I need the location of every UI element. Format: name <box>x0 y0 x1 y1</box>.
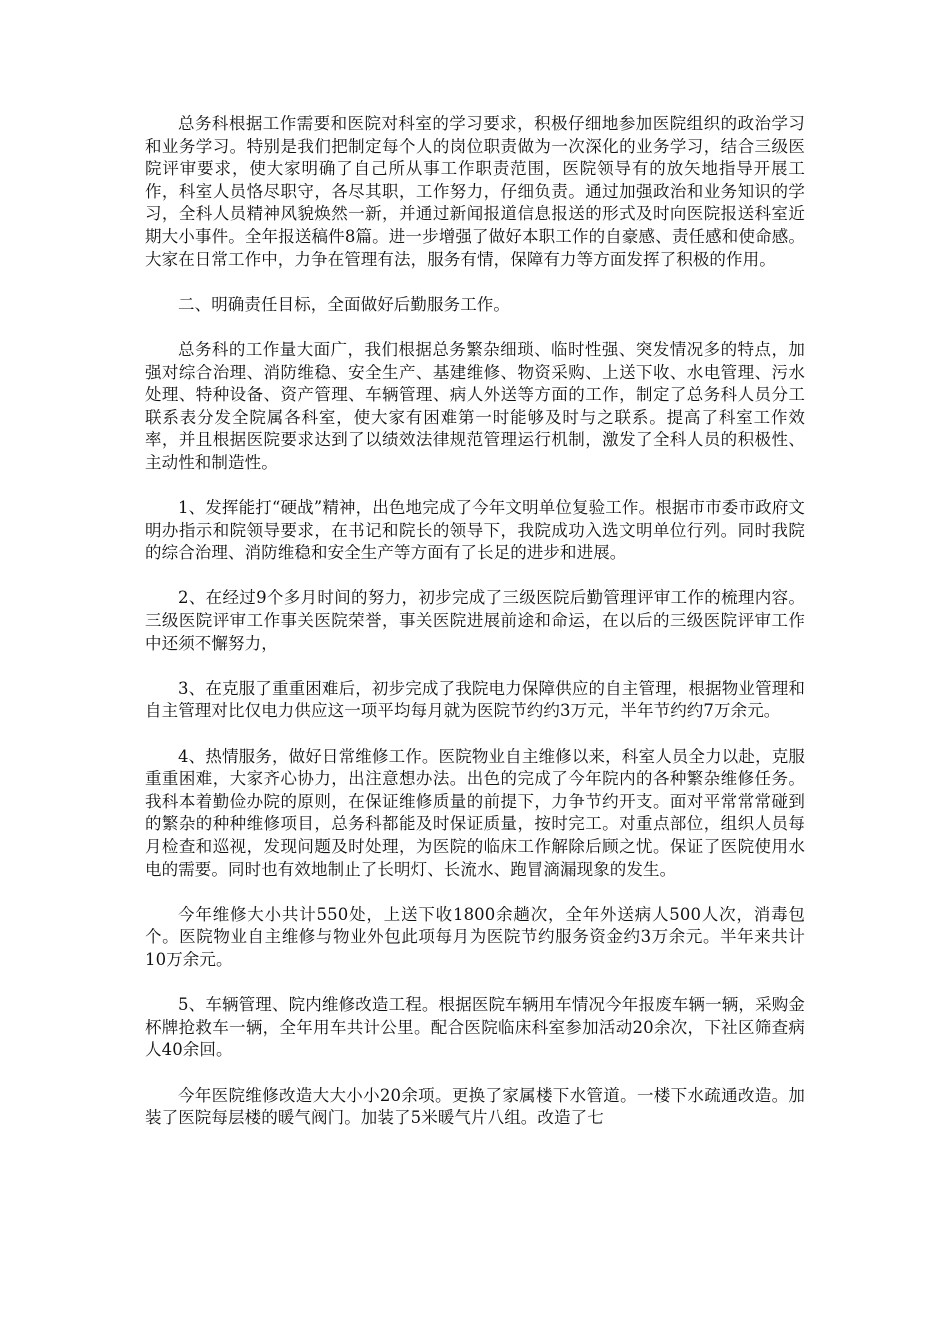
paragraph-item-5: 5、车辆管理、院内维修改造工程。根据医院车辆用车情况今年报废车辆一辆，采购金杯牌抢救车一辆，全年用车共计公里。配合医院临床科室参加活动20余次，下社区筛查病人40余回。 <box>145 995 805 1060</box>
paragraph-workload: 总务科的工作量大面广，我们根据总务繁杂细琐、临时性强、突发情况多的特点，加强对综合治理、消防维稳、安全生产、基建维修、物资采购、上送下收、水电管理、污水处理、特种设备、资产管理、车辆管理、病人外送等方面的工作，制定了总务科人员分工联系表分发全院属各科室，使大家有困难第一时能够及时与之联系。提高了科室工作效率，并且根据医院要求达到了以绩效法律规范管理运行机制，激发了全科人员的积极性、主动性和制造性。 <box>145 339 805 472</box>
paragraph-item-3: 3、在克服了重重困难后，初步完成了我院电力保障供应的自主管理，根据物业管理和自主管理对比仅电力供应这一项平均每月就为医院节约约3万元，半年节约约7万余元。 <box>145 678 805 721</box>
document-body <box>145 113 805 1130</box>
paragraph-renovation: 今年医院维修改造大大小小20余项。更换了家属楼下水管道。一楼下水疏通改造。加装了医院每层楼的暖气阀门。加装了5米暖气片八组。改造了七 <box>145 1085 805 1128</box>
paragraph-maintenance-stats: 今年维修大小共计550处，上送下收1800余趟次，全年外送病人500人次，消毒包个。医院物业自主维修与物业外包此项每月为医院节约服务资金约3万余元。半年来共计10万余元。 <box>145 904 805 969</box>
paragraph-item-1: 1、发挥能打“硬战”精神，出色地完成了今年文明单位复验工作。根据市市委市政府文明办指示和院领导要求，在书记和院长的领导下，我院成功入选文明单位行列。同时我院的综合治理、消防维稳和安全生产等方面有了长足的进步和进展。 <box>145 498 805 563</box>
paragraph-study: 总务科根据工作需要和医院对科室的学习要求，积极仔细地参加医院组织的政治学习和业务学习。特别是我们把制定每个人的岗位职责做为一次深化的业务学习，结合三级医院评审要求，使大家明确了自己所从事工作职责范围，医院领导有的放矢地指导开展工作，科室人员恪尽职守，各尽其职，工作努力，仔细负责。通过加强政治和业务知识的学习，全科人员精神风貌焕然一新，并通过新闻报道信息报送的形式及时向医院报送科室近期大小事件。全年报送稿件8篇。进一步增强了做好本职工作的自豪感、责任感和使命感。大家在日常工作中，力争在管理有法，服务有情，保障有力等方面发挥了积极的作用。 <box>145 114 805 269</box>
section-heading-responsibility: 二、明确责任目标，全面做好后勤服务工作。 <box>178 294 510 314</box>
paragraph-item-2: 2、在经过9个多月时间的努力，初步完成了三级医院后勤管理评审工作的梳理内容。三级医院评审工作事关医院荣誉，事关医院进展前途和命运，在以后的三级医院评审工作中还须不懈努力， <box>145 588 805 653</box>
paragraph-item-4: 4、热情服务，做好日常维修工作。医院物业自主维修以来，科室人员全力以赴，克服重重困难，大家齐心协力，出注意想办法。出色的完成了今年院内的各种繁杂维修任务。我科本着勤俭办院的原则，在保证维修质量的前提下，力争节约开支。面对平常常常碰到的繁杂的种种维修项目，总务科都能及时保证质量，按时完工。对重点部位，组织人员每月检查和巡视，发现问题及时处理，为医院的临床工作解除后顾之忧。保证了医院使用水电的需要。同时也有效地制止了长明灯、长流水、跑冒滴漏现象的发生。 <box>145 746 805 879</box>
